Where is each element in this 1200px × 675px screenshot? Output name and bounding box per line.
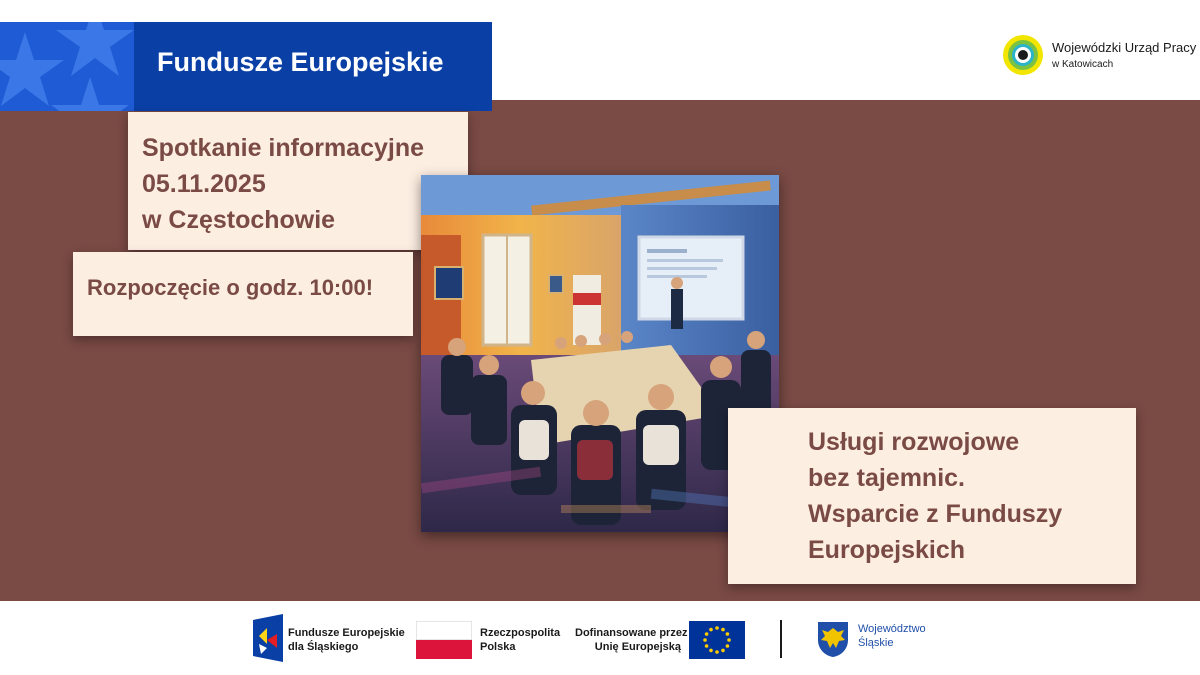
topic-line-4: Europejskich [808,536,965,564]
meeting-painting [421,175,779,532]
eu-stars-icon [0,22,134,111]
event-title: Spotkanie informacyjne [142,134,425,162]
fundusze-europejskie-banner [0,22,492,111]
polish-flag-icon [416,621,472,659]
program-title: Fundusze Europejskie [157,47,444,77]
fe-slaskie-line-1: Fundusze Europejskie [288,627,405,639]
topic-line-1: Usługi rozwojowe [808,428,1020,456]
eu-text [575,626,688,654]
region-line-2: Śląskie [858,637,894,649]
rp-line-2: Polska [480,641,516,653]
fe-slaskie-logo-icon [253,614,283,662]
fe-slaskie-line-2: dla Śląskiego [288,641,359,653]
region-text [858,622,926,650]
institution-city: w Katowicach [1052,59,1114,70]
topic-line-2: bez tajemnic. [808,464,965,492]
wup-logo-icon [1002,34,1044,76]
fe-slaskie-text [288,626,405,654]
event-date: 05.11.2025 [142,170,266,198]
topic-line-3: Wsparcie z Funduszy [808,500,1063,528]
eu-flag-icon [689,621,745,659]
eu-line-2: Unię Europejską [594,641,681,653]
rp-text [480,626,560,654]
topic-box [728,408,1136,584]
start-time-box [73,252,413,336]
eu-line-1: Dofinansowane przez [575,627,688,639]
footer-divider [780,620,782,658]
rp-line-1: Rzeczpospolita [480,627,561,639]
event-info-box [128,112,468,250]
region-line-1: Województwo [858,623,926,635]
event-place: w Częstochowie [142,206,336,234]
institution-name: Wojewódzki Urząd Pracy [1052,40,1197,55]
slaskie-coat-of-arms-icon [816,620,850,658]
start-time-text: Rozpoczęcie o godz. 10:00! [87,275,374,300]
